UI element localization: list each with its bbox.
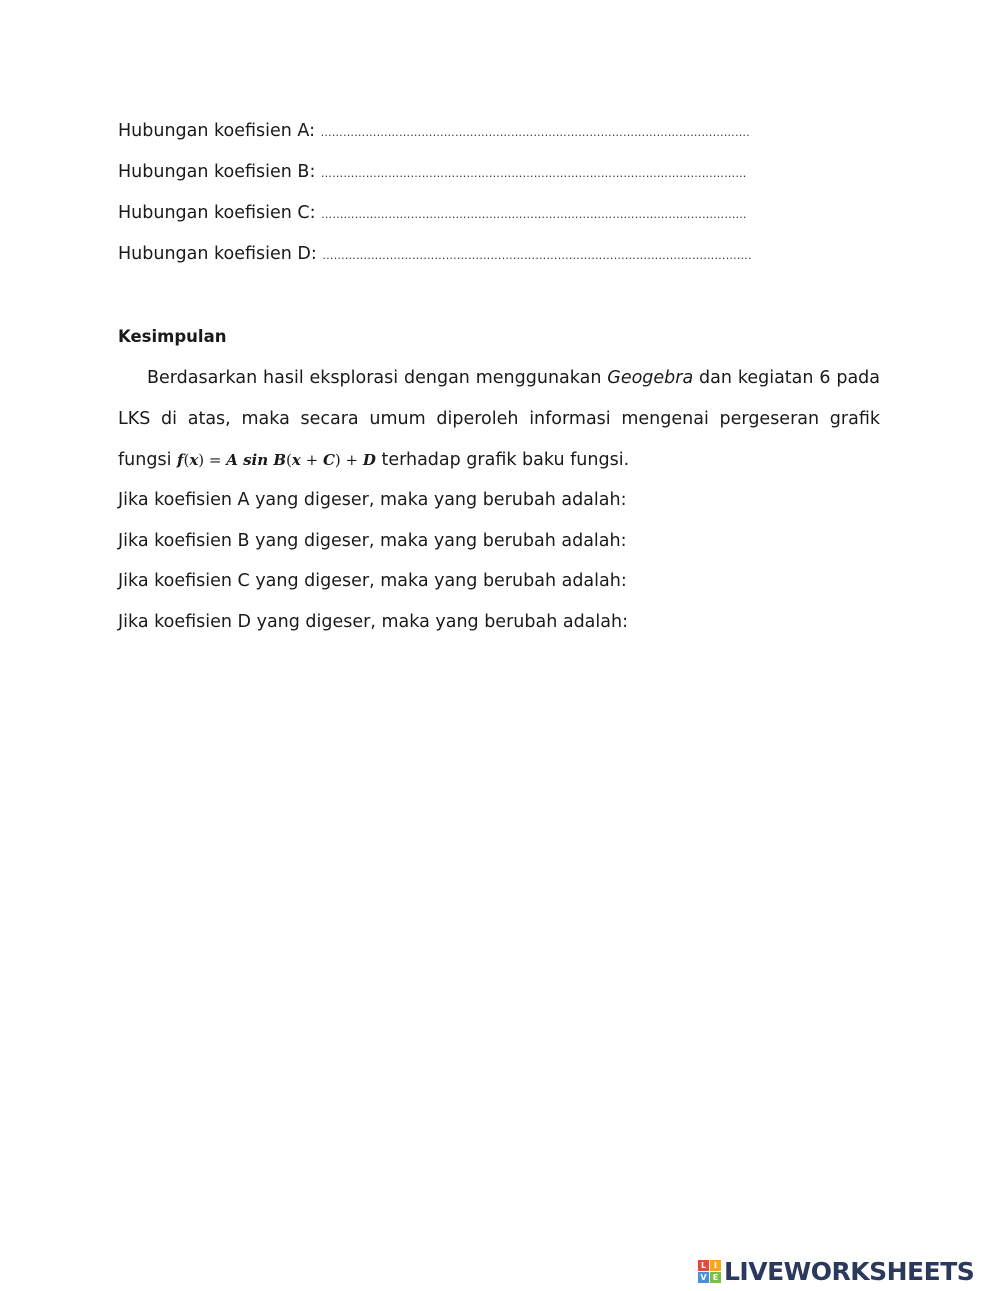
answer-blank-c[interactable]: ……………………………………………………………………………………………………	[321, 208, 747, 221]
hubungan-label-b: Hubungan koefisien B:	[118, 162, 316, 182]
statement-koefisien-b: Jika koefisien B yang digeser, maka yang berubah adalah:	[118, 531, 627, 551]
hubungan-label-d: Hubungan koefisien D:	[118, 244, 317, 264]
logo-text: LIVEWORKSHEETS	[724, 1256, 975, 1286]
logo-block-e: E	[710, 1272, 721, 1283]
kesimpulan-paragraph-line-1	[118, 366, 880, 390]
hubungan-label-c: Hubungan koefisien C:	[118, 203, 316, 223]
fungsi-text: fungsi	[118, 450, 177, 470]
kesimpulan-paragraph-line-2: LKS di atas, maka secara umum diperoleh informasi mengenai pergeseran grafik	[118, 409, 880, 429]
answer-blank-a[interactable]: …………………………………………………………………………………………………….	[320, 126, 750, 139]
sine-function-formula: f(x) = A sin B(x + C) + D	[177, 451, 376, 469]
logo-block-v: V	[698, 1272, 709, 1283]
logo-blocks-icon	[698, 1260, 721, 1283]
paragraph-text-post: dan kegiatan 6 pada	[693, 368, 880, 388]
statement-koefisien-d: Jika koefisien D yang digeser, maka yang berubah adalah:	[118, 612, 628, 632]
statement-koefisien-a: Jika koefisien A yang digeser, maka yang berubah adalah:	[118, 490, 627, 510]
kesimpulan-heading: Kesimpulan	[118, 327, 227, 346]
logo-block-i: I	[710, 1260, 721, 1271]
hubungan-line-a	[118, 119, 750, 145]
kesimpulan-paragraph-line-3	[118, 448, 880, 472]
logo-block-l: L	[698, 1260, 709, 1271]
paragraph-text-pre: Berdasarkan hasil eksplorasi dengan menggunakan	[147, 368, 608, 388]
hubungan-label-a: Hubungan koefisien A:	[118, 121, 315, 141]
hubungan-line-d	[118, 242, 752, 268]
terhadap-text: terhadap grafik baku fungsi.	[375, 450, 630, 470]
hubungan-line-b	[118, 160, 747, 186]
statement-koefisien-c: Jika koefisien C yang digeser, maka yang berubah adalah:	[118, 571, 627, 591]
hubungan-line-c	[118, 201, 747, 227]
geogebra-italic: Geogebra	[607, 368, 694, 388]
answer-blank-b[interactable]: ……………………………………………………………………………………………………	[320, 167, 747, 180]
answer-blank-d[interactable]: …………………………………………………………………………………………………….	[322, 249, 752, 262]
liveworksheets-logo	[698, 1256, 974, 1286]
